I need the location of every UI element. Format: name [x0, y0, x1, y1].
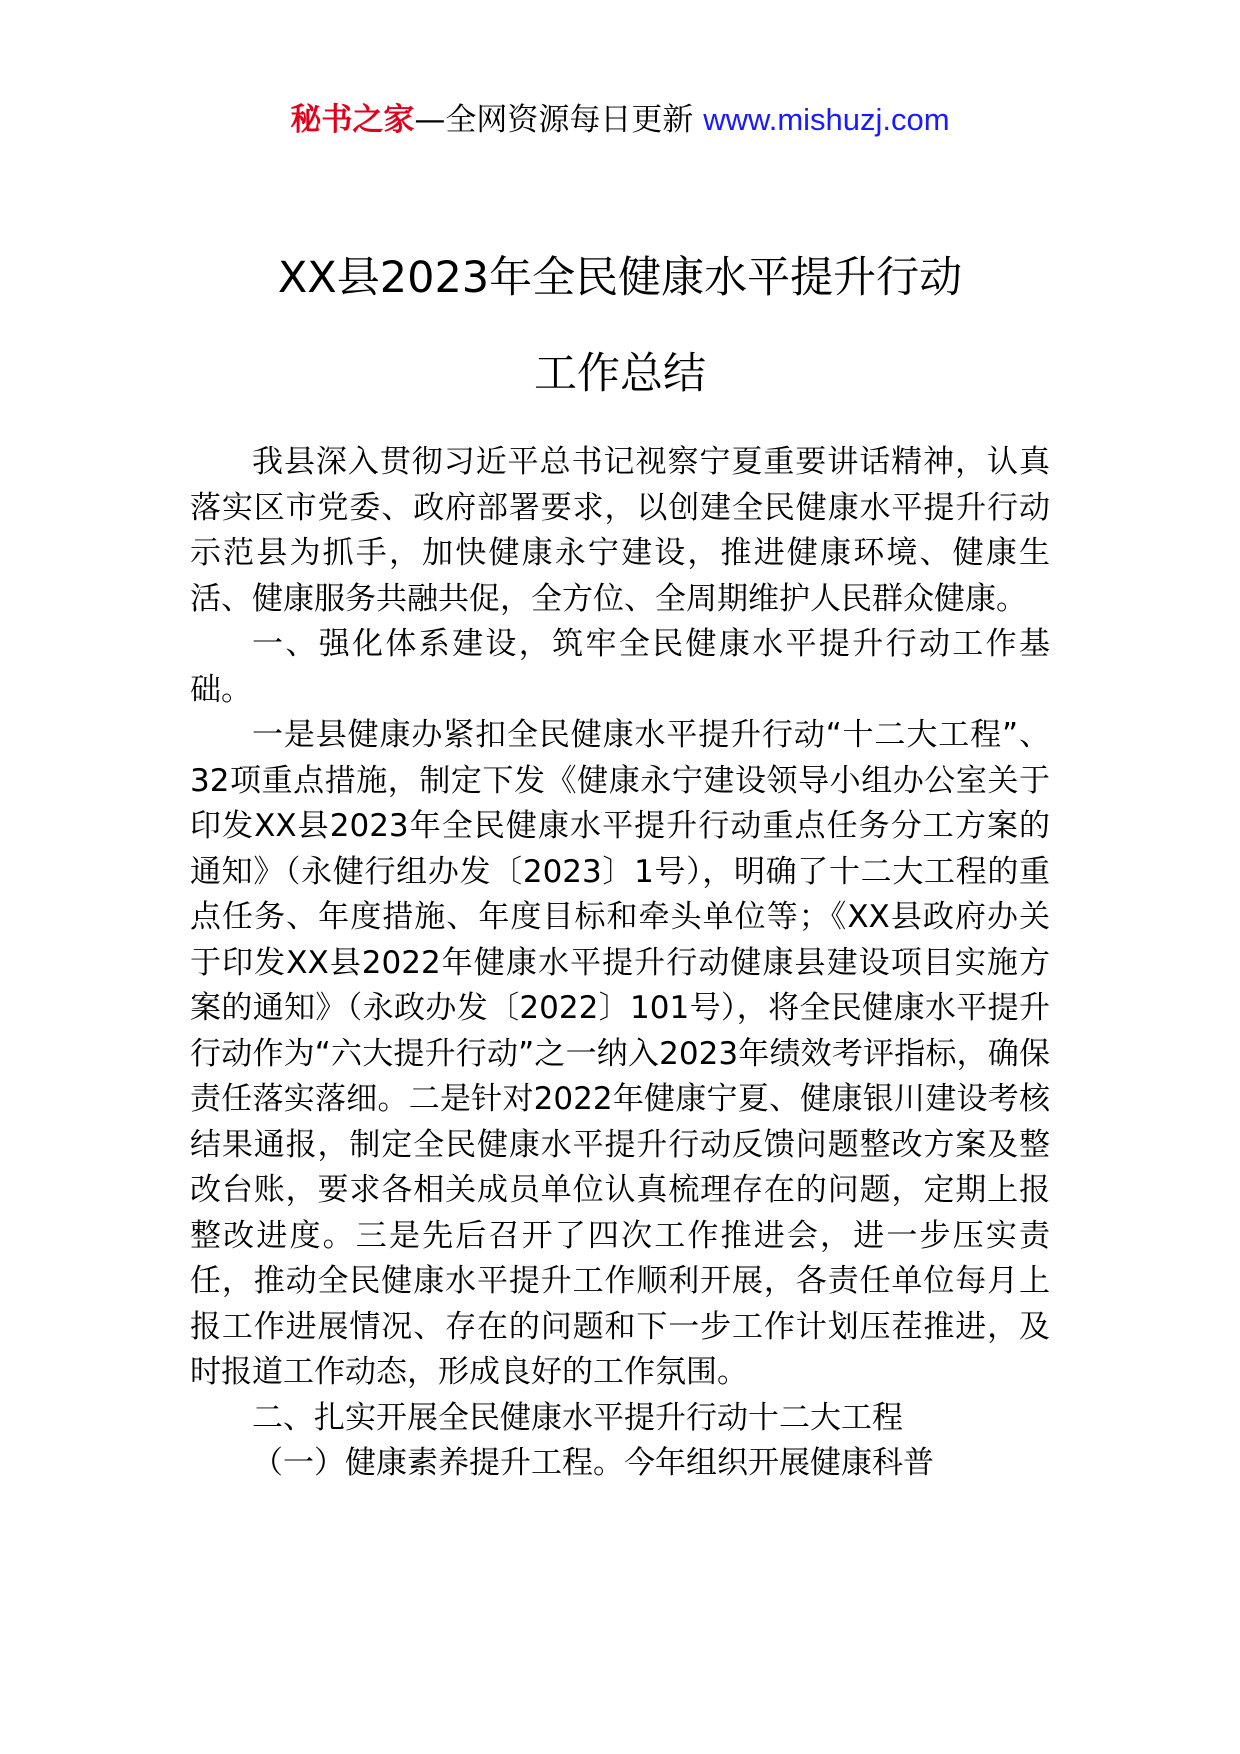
site-header [0, 100, 1240, 140]
document-body [190, 440, 1050, 1487]
intro-paragraph: 我县深入贯彻习近平总书记视察宁夏重要讲话精神，认真落实区市党委、政府部署要求，以创建全民健康水平提升行动示范县为抓手，加快健康永宁建设，推进健康环境、健康生活、健康服务共融共促，全方位、全周期维护人民群众健康。 [190, 444, 1050, 617]
document-title-line-1: XX县2023年全民健康水平提升行动 [277, 253, 963, 303]
document-title [0, 230, 1240, 422]
site-brand: 秘书之家 [290, 102, 415, 138]
document-title-line-2: 工作总结 [534, 349, 706, 399]
section-1-paragraph: 一是县健康办紧扣全民健康水平提升行动“十二大工程”、32项重点措施，制定下发《健康永宁建设领导小组办公室关于印发XX县2023年全民健康水平提升行动重点任务分工方案的通知》（永健行组办发〔2023〕1号），明确了十二大工程的重点任务、年度措施、年度目标和牵头单位等；《XX县政府办关于印发XX县2022年健康水平提升行动健康县建设项目实施方案的通知》（永政办发〔2022〕101号），将全民健康水平提升行动作为“六大提升行动”之一纳入2023年绩效考评指标，确保责任落实落细。二是针对2022年健康宁夏、健康银川建设考核结果通报，制定全民健康水平提升行动反馈问题整改方案及整改台账，要求各相关成员单位认真梳理存在的问题，定期上报整改进度。三是先后召开了四次工作推进会，进一步压实责任，推动全民健康水平提升工作顺利开展，各责任单位每月上报工作进展情况、存在的问题和下一步工作计划压茬推进，及时报道工作动态，形成良好的工作氛围。 [190, 717, 1050, 1390]
site-url-link[interactable]: www.mishuzj.com [703, 102, 950, 137]
site-tagline: —全网资源每日更新 [414, 102, 704, 138]
section-heading-1: 一、强化体系建设，筑牢全民健康水平提升行动工作基础。 [190, 626, 1050, 708]
subsection-paragraph: （一）健康素养提升工程。今年组织开展健康科普 [252, 1445, 934, 1481]
section-heading-2: 二、扎实开展全民健康水平提升行动十二大工程 [252, 1399, 903, 1436]
